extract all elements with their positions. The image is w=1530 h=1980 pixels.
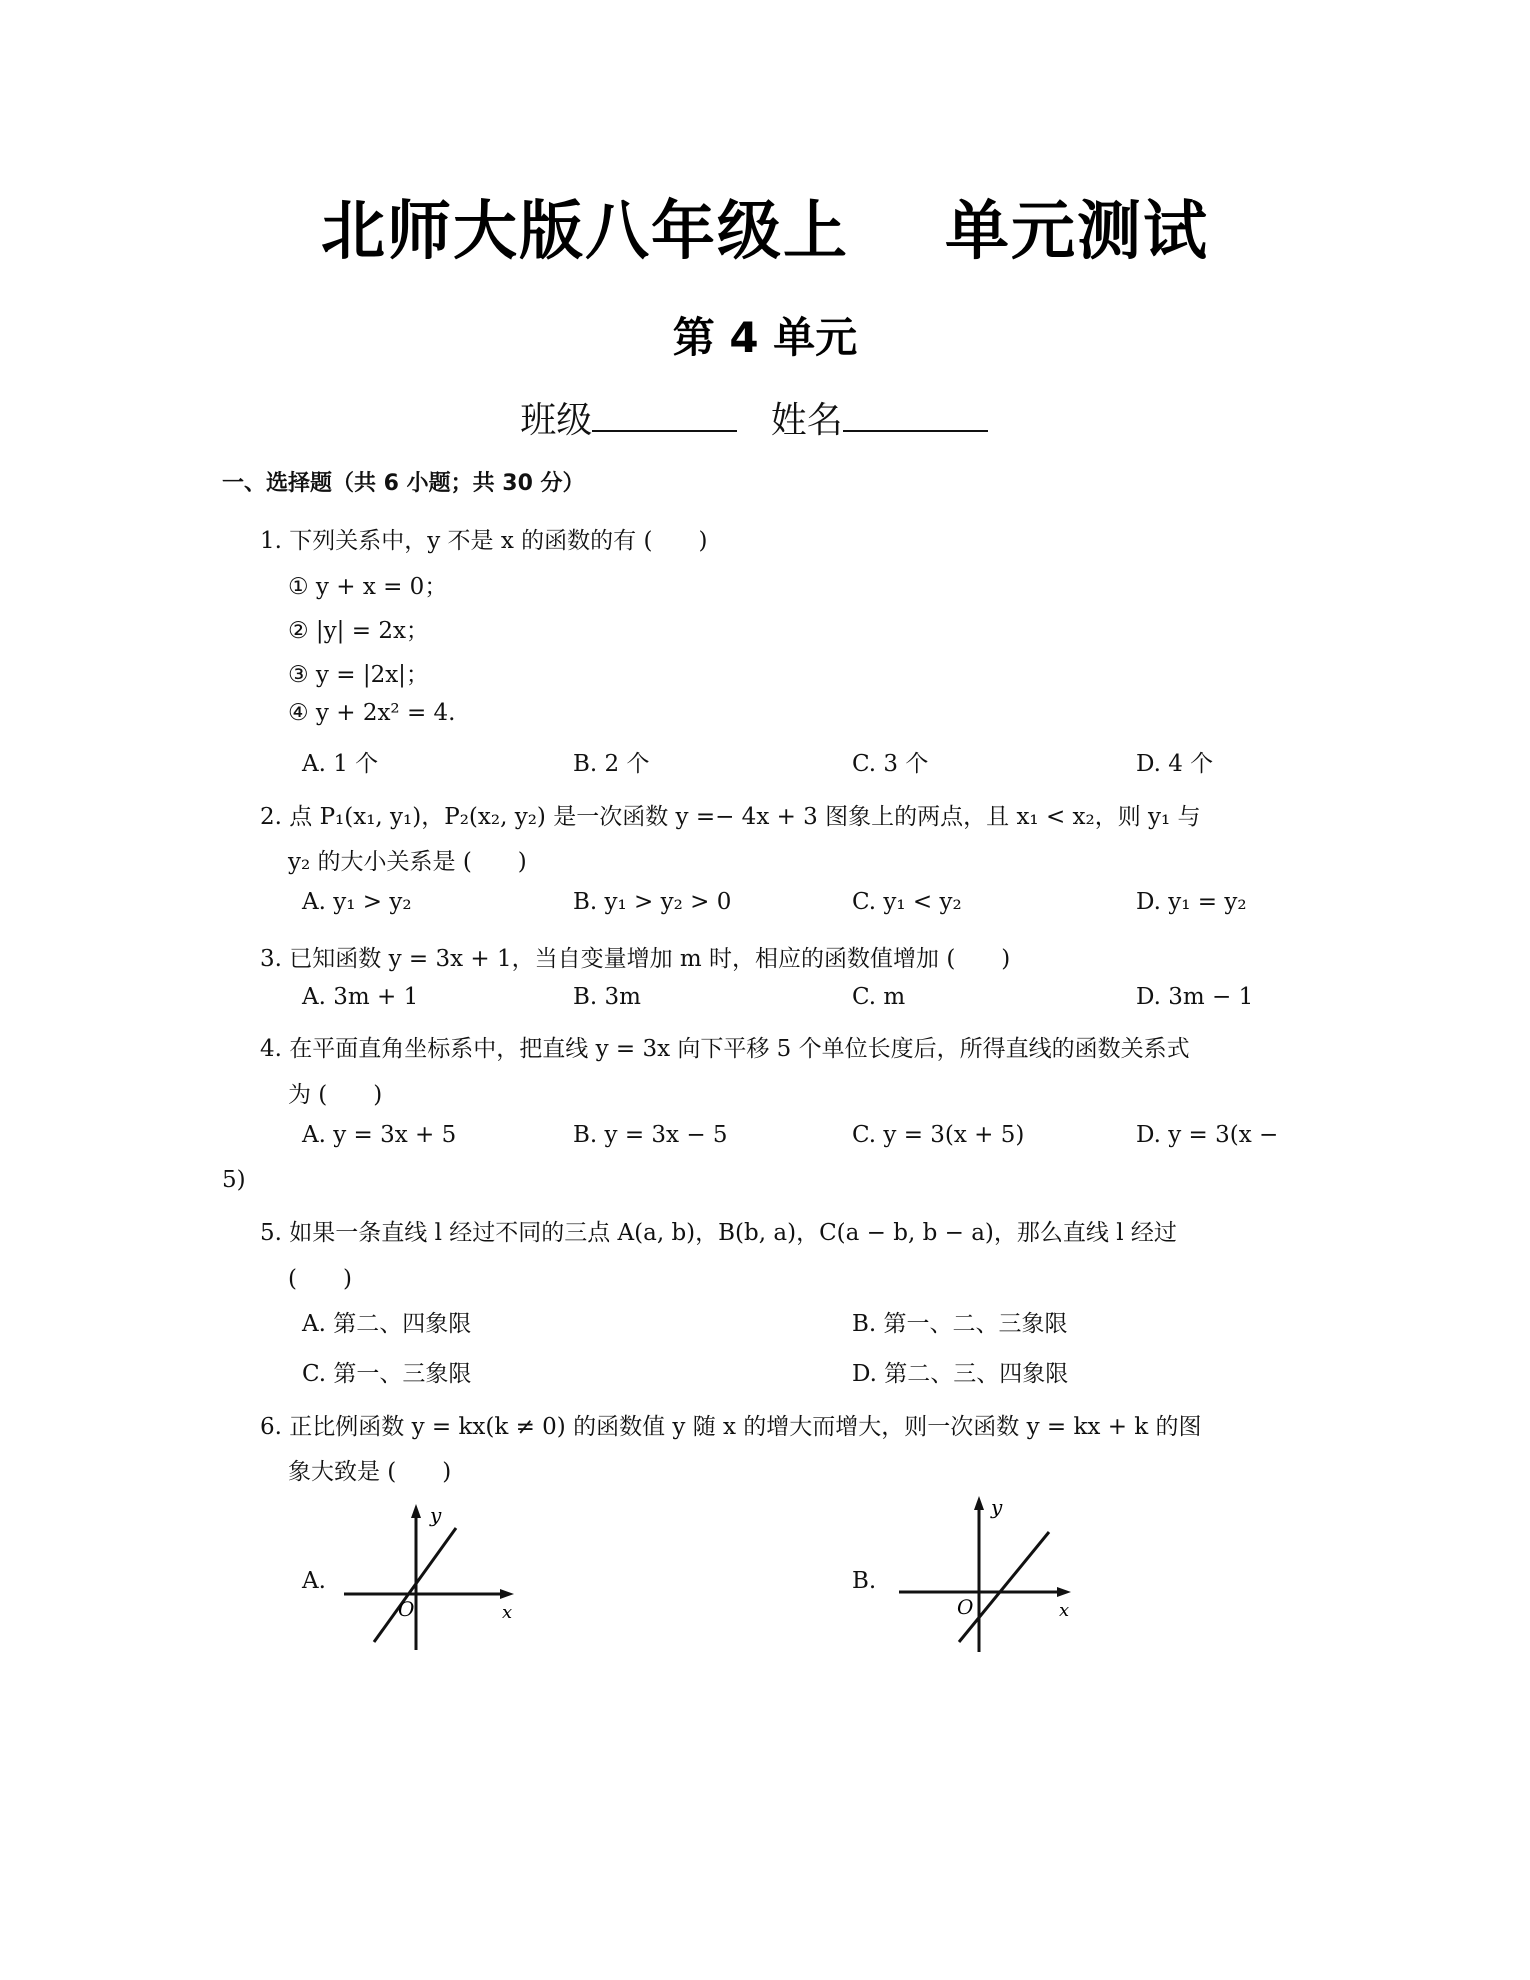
- q1-option-b[interactable]: B. 2 个: [573, 751, 650, 777]
- q1-option-d[interactable]: D. 4 个: [1136, 751, 1214, 777]
- q1-item-1: ① y + x = 0；: [288, 574, 448, 600]
- q1-item-3: ③ y = |2x|；: [288, 662, 429, 688]
- q2-option-b[interactable]: B. y₁ > y₂ > 0: [573, 889, 732, 915]
- graph-a-y-label: y: [430, 1503, 442, 1527]
- unit-subtitle: 第 4 单元: [672, 313, 858, 362]
- q4-option-b[interactable]: B. y = 3x − 5: [573, 1122, 728, 1148]
- q4-option-d-wrap: 5): [222, 1167, 246, 1193]
- q2-option-a[interactable]: A. y₁ > y₂: [302, 889, 412, 915]
- q6-graph-a[interactable]: [340, 1500, 530, 1660]
- name-label: 姓名: [770, 400, 843, 441]
- q5-option-a[interactable]: A. 第二、四象限: [302, 1311, 472, 1337]
- q4-stem-line1: 4. 在平面直角坐标系中，把直线 y = 3x 向下平移 5 个单位长度后，所得直线的函数关系式: [260, 1036, 1190, 1062]
- q3-option-d[interactable]: D. 3m − 1: [1136, 984, 1254, 1010]
- graph-b-x-arrow: [1057, 1587, 1071, 1597]
- q1-option-c[interactable]: C. 3 个: [852, 751, 929, 777]
- q5-option-c[interactable]: C. 第一、三象限: [302, 1361, 472, 1387]
- q6-option-a-label[interactable]: A.: [302, 1568, 326, 1594]
- q4-option-c[interactable]: C. y = 3(x + 5): [852, 1122, 1025, 1148]
- graph-b-y-label: y: [991, 1495, 1003, 1519]
- title-left: 北师大版八年级上: [321, 195, 849, 269]
- q3-stem: 3. 已知函数 y = 3x + 1，当自变量增加 m 时，相应的函数值增加 ( ): [260, 946, 1011, 972]
- q6-option-b-label[interactable]: B.: [852, 1568, 877, 1594]
- class-blank[interactable]: [592, 394, 737, 432]
- section-heading: 一、选择题（共 6 小题；共 30 分）: [222, 471, 585, 496]
- graph-b-line: [959, 1532, 1049, 1642]
- q5-stem-line1: 5. 如果一条直线 l 经过不同的三点 A(a, b)，B(b, a)，C(a − b, b − a)，那么直线 l 经过: [260, 1220, 1177, 1246]
- q3-option-c[interactable]: C. m: [852, 984, 906, 1010]
- graph-b-y-arrow: [974, 1496, 984, 1510]
- q3-option-a[interactable]: A. 3m + 1: [302, 984, 419, 1010]
- q5-stem-line2: ( ): [288, 1266, 352, 1292]
- q5-option-b[interactable]: B. 第一、二、三象限: [852, 1311, 1068, 1337]
- q6-stem-line1: 6. 正比例函数 y = kx(k ≠ 0) 的函数值 y 随 x 的增大而增大，则一次函数 y = kx + k 的图: [260, 1414, 1202, 1440]
- page-title: [0, 180, 1530, 272]
- q1-item-4: ④ y + 2x² = 4.: [288, 700, 456, 726]
- q5-option-d[interactable]: D. 第二、三、四象限: [852, 1361, 1069, 1387]
- q1-stem: 1. 下列关系中，y 不是 x 的函数的有 ( ): [260, 528, 708, 554]
- graph-a-y-arrow: [411, 1504, 421, 1518]
- q4-option-a[interactable]: A. y = 3x + 5: [302, 1122, 457, 1148]
- q2-stem-line1: 2. 点 P₁(x₁, y₁)，P₂(x₂, y₂) 是一次函数 y =− 4x + 3 图象上的两点，且 x₁ < x₂，则 y₁ 与: [260, 804, 1201, 830]
- q2-option-d[interactable]: D. y₁ = y₂: [1136, 889, 1247, 915]
- q6-graph-b[interactable]: [895, 1490, 1085, 1660]
- q1-option-a[interactable]: A. 1 个: [302, 751, 379, 777]
- q6-stem-line2: 象大致是 ( ): [288, 1459, 452, 1485]
- title-right: 单元测试: [945, 195, 1209, 269]
- q4-stem-line2: 为 ( ): [288, 1082, 383, 1108]
- graph-b-origin-label: O: [957, 1595, 974, 1619]
- q1-item-2: ② |y| = 2x；: [288, 618, 429, 644]
- q2-stem-line2: y₂ 的大小关系是 ( ): [288, 849, 527, 875]
- graph-a-x-arrow: [500, 1589, 514, 1599]
- q2-option-c[interactable]: C. y₁ < y₂: [852, 889, 962, 915]
- graph-a-x-label: x: [502, 1602, 513, 1623]
- graph-b-x-label: x: [1059, 1600, 1070, 1621]
- q3-option-b[interactable]: B. 3m: [573, 984, 641, 1010]
- q4-option-d[interactable]: D. y = 3(x −: [1136, 1122, 1279, 1148]
- name-blank[interactable]: [843, 394, 988, 432]
- class-label: 班级: [520, 400, 593, 441]
- graph-a-origin-label: O: [398, 1597, 415, 1621]
- student-info-line: [0, 392, 1530, 443]
